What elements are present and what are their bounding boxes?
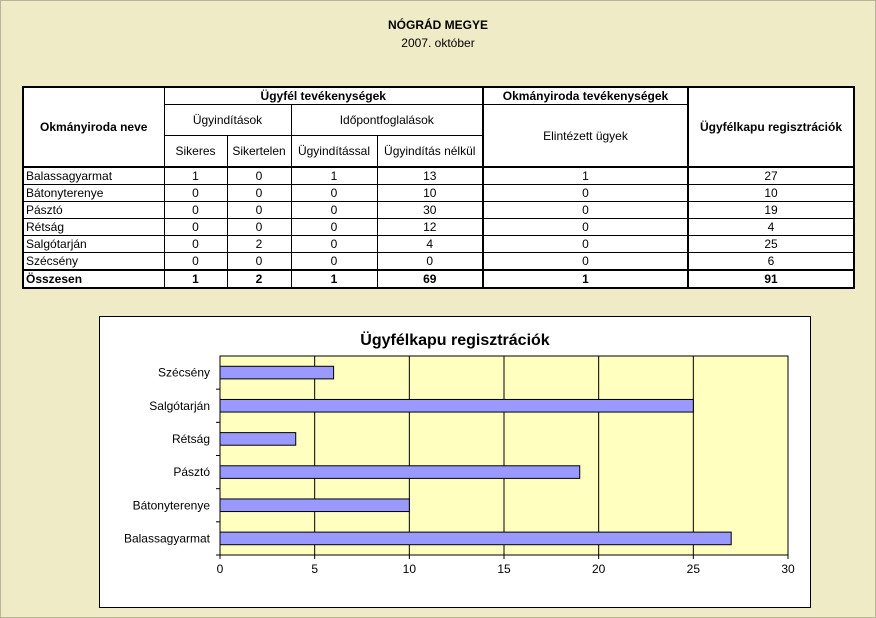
page-title: NÓGRÁD MEGYE [387,18,488,32]
office-name: Salgótarján [23,236,164,253]
cell-handled: 0 [483,236,688,253]
cell-portal: 4 [688,219,854,236]
header-success: Sikeres [164,136,227,168]
header-client-activities: Ügyfél tevékenységek [164,87,483,105]
header-failed: Sikertelen [227,136,291,168]
cell-success: 0 [164,253,227,271]
cell-with-initiation: 0 [291,253,377,271]
statistics-table [22,86,855,289]
cell-portal: 10 [688,185,854,202]
category-label: Salgótarján [149,398,210,413]
x-tick-label: 25 [686,562,701,576]
cell-failed: 2 [227,236,291,253]
cell-portal: 19 [688,202,854,219]
total-success: 1 [164,270,227,288]
office-name: Pásztó [23,202,164,219]
cell-with-initiation: 1 [291,167,377,185]
cell-without-initiation: 0 [377,253,483,271]
category-label: Bátonyterenye [132,498,210,513]
cell-portal: 6 [688,253,854,271]
table-row [23,253,854,271]
total-without-initiation: 69 [377,270,483,288]
table-row [23,202,854,219]
header-handled-cases: Elintézett ügyek [483,105,688,168]
cell-failed: 0 [227,253,291,271]
office-name: Szécsény [23,253,164,271]
x-tick-label: 0 [216,562,224,576]
cell-with-initiation: 0 [291,185,377,202]
cell-without-initiation: 13 [377,167,483,185]
bar [220,499,409,512]
cell-handled: 0 [483,185,688,202]
cell-handled: 1 [483,167,688,185]
cell-with-initiation: 0 [291,202,377,219]
page-subtitle: 2007. október [401,36,475,50]
category-label: Rétság [171,431,210,446]
total-label: Összesen [23,270,164,288]
table-row [23,219,854,236]
cell-handled: 0 [483,219,688,236]
x-tick-label: 10 [402,562,417,576]
bar [220,532,731,545]
x-tick-label: 5 [311,562,319,576]
total-portal: 91 [688,270,854,288]
category-label: Szécsény [157,365,210,380]
cell-portal: 25 [688,236,854,253]
total-row [23,270,854,288]
bar [220,399,693,412]
header-office-name: Okmányiroda neve [23,87,164,167]
table-row [23,236,854,253]
cell-success: 0 [164,185,227,202]
bar [220,433,296,446]
header-portal-registrations: Ügyfélkapu regisztrációk [688,87,854,167]
cell-without-initiation: 4 [377,236,483,253]
cell-without-initiation: 30 [377,202,483,219]
x-tick-label: 30 [781,562,795,576]
cell-portal: 27 [688,167,854,185]
cell-with-initiation: 0 [291,236,377,253]
header-office-activities: Okmányiroda tevékenységek [483,87,688,105]
cell-success: 0 [164,219,227,236]
office-name: Bátonyterenye [23,185,164,202]
cell-handled: 0 [483,253,688,271]
cell-without-initiation: 12 [377,219,483,236]
office-name: Balassagyarmat [23,167,164,185]
cell-failed: 0 [227,202,291,219]
cell-failed: 0 [227,167,291,185]
x-tick-label: 20 [591,562,606,576]
table-row [23,167,854,185]
cell-without-initiation: 10 [377,185,483,202]
office-name: Rétság [23,219,164,236]
cell-success: 0 [164,202,227,219]
bar [220,366,334,379]
total-with-initiation: 1 [291,270,377,288]
chart-area [99,316,811,608]
cell-failed: 0 [227,219,291,236]
x-tick-label: 15 [497,562,511,576]
bar-chart [100,317,810,607]
total-handled: 1 [483,270,688,288]
cell-failed: 0 [227,185,291,202]
header-initiations: Ügyindítások [164,105,291,136]
header-without-initiation: Ügyindítás nélkül [377,136,483,168]
header-with-initiation: Ügyindítással [291,136,377,168]
category-label: Pásztó [173,465,210,480]
category-label: Balassagyarmat [123,531,210,546]
cell-success: 0 [164,236,227,253]
header-appointments: Időpontfoglalások [291,105,483,136]
total-failed: 2 [227,270,291,288]
table-row [23,185,854,202]
cell-success: 1 [164,167,227,185]
cell-with-initiation: 0 [291,219,377,236]
cell-handled: 0 [483,202,688,219]
bar [220,466,580,479]
chart-title: Ügyfélkapu regisztrációk [360,332,550,349]
